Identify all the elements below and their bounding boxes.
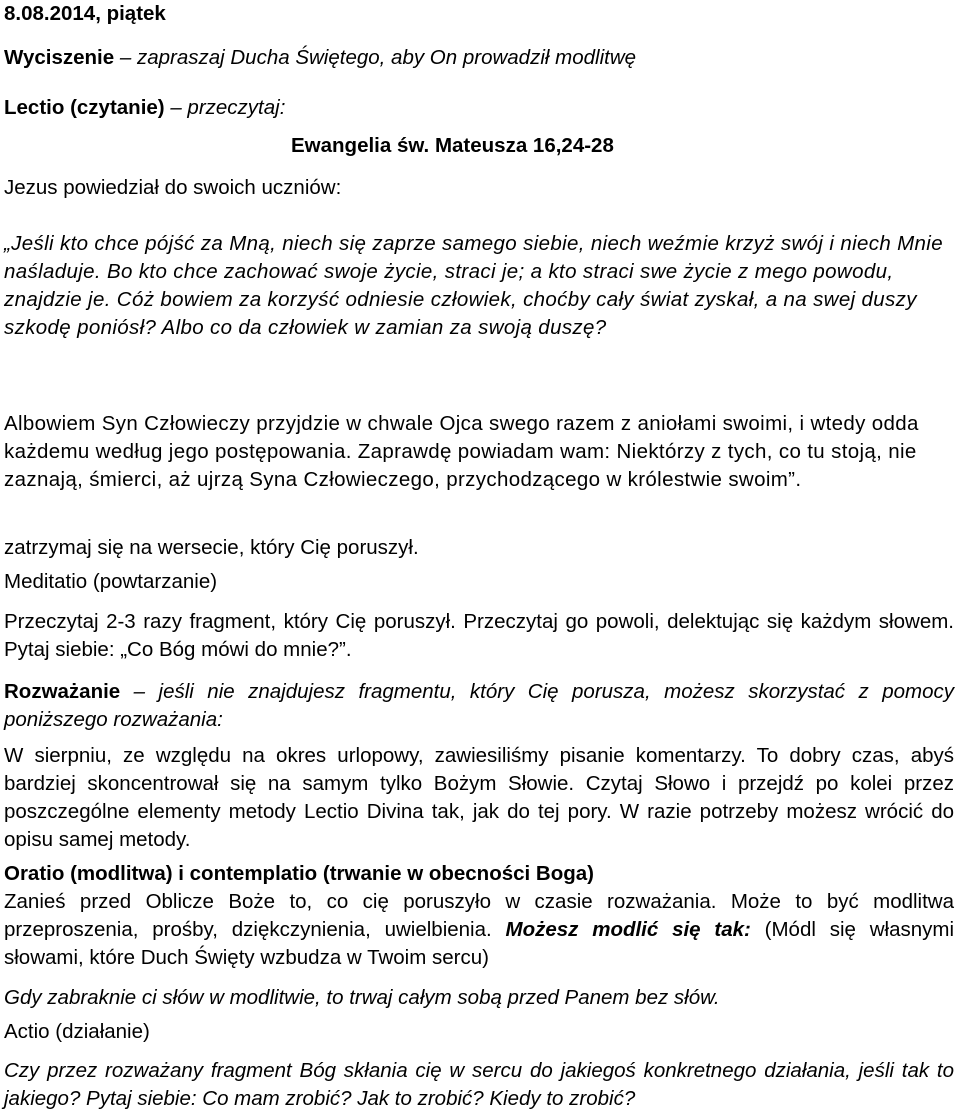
gdy-line: Gdy zabraknie ci słów w modlitwie, to trwaj całym sobą przed Panem bez słów. bbox=[4, 986, 720, 1009]
oratio-paragraph bbox=[4, 888, 954, 972]
oratio-text-b: (Módl się własnymi słowami, które Duch Święty wzbudza w Twoim sercu) bbox=[4, 918, 954, 969]
gospel-chapter: Mateusza 16,24-28 bbox=[429, 134, 614, 157]
oratio-heading: Oratio (modlitwa) i contemplatio (trwanie w obecności Boga) bbox=[4, 862, 594, 885]
oratio-text: Zanieś przed Oblicze Boże to, co cię poruszyło w czasie rozważania. Może to być modlitwa przeproszenia, prośby, dziękczynienia, uwielbienia. bbox=[4, 890, 954, 941]
zatrzymaj-instruction: zatrzymaj się na wersecie, który Cię poruszył. bbox=[4, 536, 419, 559]
wyciszenie-label: Wyciszenie bbox=[4, 46, 115, 69]
gospel-book: Ewangelia św. bbox=[291, 134, 430, 157]
gospel-reference bbox=[291, 132, 614, 160]
oratio-bold: Możesz modlić się tak: bbox=[505, 918, 751, 941]
page-date: 8.08.2014, piątek bbox=[4, 2, 166, 25]
wyciszenie-line bbox=[4, 44, 636, 72]
gospel-intro: Jezus powiedział do swoich uczniów: bbox=[4, 176, 342, 199]
gospel-paragraph-2: Albowiem Syn Człowieczy przyjdzie w chwale Ojca swego razem z aniołami swoimi, i wtedy odda każdemu według jego postępowania. Zaprawdę powiadam wam: Niektórzy z tych, co tu stoją, nie zaznają, śmierci, aż ujrzą Syna Człowieczego, przychodzącego w królestwie swoim”. bbox=[4, 412, 919, 491]
meditatio-instruction: Przeczytaj 2-3 razy fragment, który Cię poruszył. Przeczytaj go powoli, delektując się każdym słowem. Pytaj siebie: bbox=[4, 610, 954, 661]
rozwazanie-text: – jeśli nie znajdujesz fragmentu, który Cię porusza, możesz skorzystać z pomocy poniższego rozważania: bbox=[4, 680, 954, 731]
meditatio-text bbox=[4, 608, 954, 664]
meditatio-heading: Meditatio (powtarzanie) bbox=[4, 570, 218, 593]
rozwazanie-label: Rozważanie bbox=[4, 680, 121, 703]
rozwazanie-line bbox=[4, 678, 954, 734]
komentarz-paragraph: W sierpniu, ze względu na okres urlopowy, zawiesiliśmy pisanie komentarzy. To dobry czas, abyś bardziej skoncentrował się na samym tylko Bożym Słowie. Czytaj Słowo i przejdź po kolei przez poszczególne elementy metody Lectio Divina tak, jak do tej pory. W razie potrzeby możesz wrócić do opisu samej metody. bbox=[4, 744, 954, 851]
wyciszenie-text: – zapraszaj Ducha Świętego, aby On prowadził modlitwę bbox=[114, 46, 637, 69]
lectio-text: – przeczytaj: bbox=[164, 96, 286, 119]
actio-paragraph: Czy przez rozważany fragment Bóg skłania cię w sercu do jakiegoś konkretnego działania, jeśli tak to jakiego? Pytaj siebie: Co mam zrobić? Jak to zrobić? Kiedy to zrobić? bbox=[4, 1059, 954, 1110]
actio-heading: Actio (działanie) bbox=[4, 1020, 150, 1043]
lectio-line bbox=[4, 94, 285, 122]
lectio-label: Lectio (czytanie) bbox=[4, 96, 165, 119]
gospel-paragraph-1: „Jeśli kto chce pójść za Mną, niech się zaprze samego siebie, niech weźmie krzyż swój i niech Mnie naśladuje. Bo kto chce zachować swoje życie, straci je; a kto straci swe życie z mego powodu, znajdzie je. Cóż bowiem za korzyść odniesie człowiek, choćby cały świat zyskał, a na swej duszy szkodę poniósł? Albo co da człowiek w zamian za swoją duszę? bbox=[4, 232, 943, 339]
meditatio-quote: „Co Bóg mówi do mnie?”. bbox=[120, 638, 352, 661]
